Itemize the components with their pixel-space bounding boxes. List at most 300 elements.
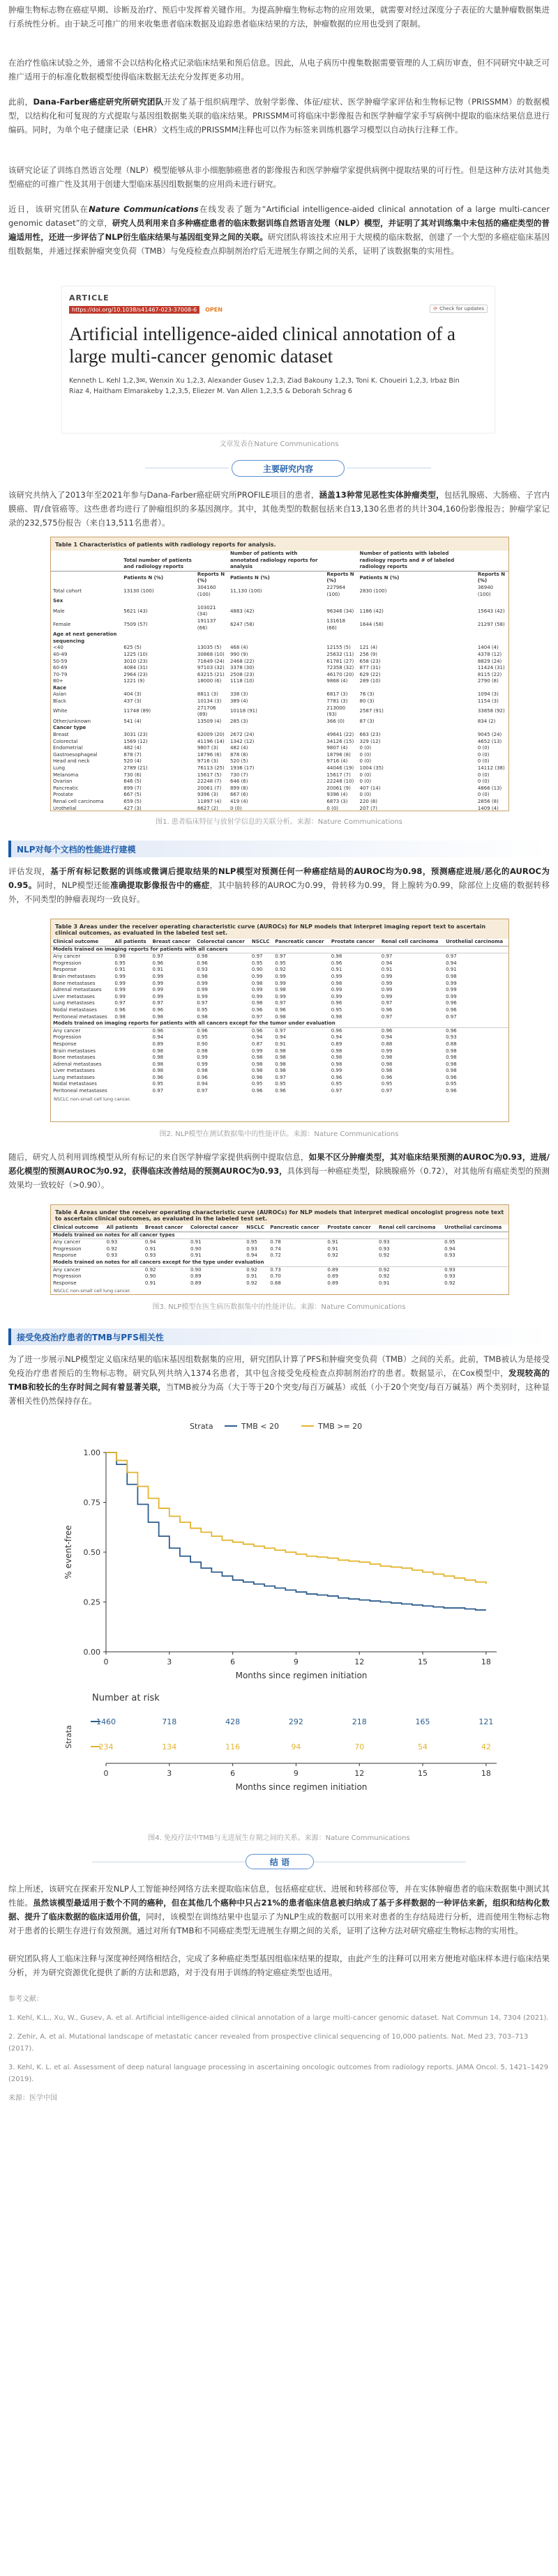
- table-row: [51, 1068, 508, 1075]
- table-cell: Progression: [53, 1034, 82, 1041]
- table-cell: 419 (4): [229, 798, 248, 804]
- table-cell: Response: [53, 967, 77, 973]
- table-cell: 8115 (22): [477, 671, 502, 677]
- table-cell: 14112 (38): [477, 765, 505, 771]
- table-cell: 0.96: [446, 1027, 457, 1034]
- table-row: [51, 772, 508, 779]
- table-cell: 730 (6): [123, 772, 142, 778]
- table-cell: 11,130 (100): [229, 588, 262, 594]
- after-t3-b: 如果不区分肿瘤类型，其对临床结果预测的AUROC为0.93，进展/恶化模型的预测AUROC为0.92，获得临床改善结局的预测AUROC为0.93，: [8, 1152, 550, 1176]
- table-cell: 0.99: [446, 980, 457, 986]
- table-cell: 0.97: [381, 1088, 393, 1094]
- table-cell: 437 (3): [123, 698, 142, 705]
- table-cell: 0.98: [446, 973, 457, 979]
- table-cell: 0.92: [275, 967, 286, 973]
- table-cell: [195, 725, 228, 732]
- table-cell: Liver metastases: [53, 1068, 95, 1074]
- table-cell: 834 (2): [477, 718, 496, 724]
- table-cell: 1221 (9): [123, 678, 145, 684]
- table-row: [51, 1239, 508, 1246]
- table-cell: 0.92: [327, 1252, 338, 1259]
- intro-paragraph-1: 肿瘤生物标志物在癌症早期、诊断及治疗、预后中发挥着关键作用。为提高肿瘤生物标志物的应用效果，就需要对经过深度分子表征的大量肿瘤数据集进行系统性分析。由于缺乏可推广的用来收集患者临床数据及追踪患者临床结果的方法，肿瘤数据的应用也受到了限制。: [8, 5, 550, 29]
- table-cell: 0.97: [275, 1027, 286, 1034]
- table-cell: 1225 (10): [123, 651, 148, 657]
- table-cell: [324, 631, 357, 645]
- km-survival-chart: [8, 1415, 550, 1826]
- table-cell: 0.95: [251, 1081, 263, 1087]
- table-cell: 0.99: [114, 980, 126, 986]
- table-cell: 0.97: [152, 953, 164, 960]
- table-cell: [228, 631, 324, 645]
- table-cell: 0.94: [444, 1245, 455, 1252]
- risk-value: 234: [98, 1742, 114, 1751]
- table-cell: Nodal metastases: [53, 1006, 97, 1013]
- table-cell: 0.94: [381, 960, 393, 966]
- table-cell: 667 (5): [123, 792, 142, 798]
- table-cell: 15617 (7): [326, 772, 351, 778]
- table-row: [51, 691, 508, 698]
- table-header-cell: [476, 551, 508, 571]
- table-cell: 0.95: [197, 1034, 208, 1041]
- table-cell: 0.99: [251, 993, 263, 999]
- table-row: [51, 785, 508, 792]
- table-cell: 0.96: [251, 1088, 263, 1094]
- nlp-c: 同时，NLP模型还能: [36, 880, 111, 890]
- table-cell: [112, 1068, 150, 1075]
- table-cell: 10118 (91): [229, 708, 257, 714]
- table-cell: Ovarian: [53, 779, 73, 785]
- table-cell: 1936 (17): [229, 765, 255, 771]
- table4: [51, 1225, 508, 1287]
- table-cell: 46170 (20): [326, 671, 354, 677]
- table-cell: 0.98: [152, 1055, 164, 1061]
- table-cell: [112, 1048, 150, 1055]
- table-cell: [195, 631, 228, 645]
- table-cell: 0.96: [152, 1074, 164, 1080]
- table-cell: 468 (4): [229, 645, 248, 651]
- table-cell: 0.96: [197, 960, 208, 966]
- table-cell: 625 (5): [123, 645, 142, 651]
- table-cell: [228, 598, 324, 605]
- intro-p5-a: 近日，该研究团队在: [8, 204, 89, 214]
- reference-1: 1. Kehl, K.L., Xu, W., Gusev, A. et al. Artificial intelligence-aided clinical annotation of a large multi-cancer genomic dataset. Nat Commun 14, 7304 (2021).: [8, 2014, 549, 2022]
- tmb-c: 当TMB被分为高（大于等于20个突变/每百万碱基）或低（小于20个突变/每百万碱基）两个类别时，这种显著相关性仍然保持存在。: [8, 1382, 550, 1406]
- table-cell: [112, 1055, 150, 1061]
- table-cell: 12155 (5): [326, 645, 351, 651]
- nlp-e: ，其中脑转移的AUROC为0.99，骨转移为0.99，肾上腺转为0.99，除部位上皮癌的数据转移外，不同类型的肿瘤表现均一致良好。: [8, 880, 550, 904]
- table-cell: Black: [53, 698, 66, 705]
- table-cell: 0.89: [190, 1273, 202, 1280]
- table-cell: 0.95: [275, 1081, 286, 1087]
- table-cell: [121, 598, 195, 605]
- table-cell: 899 (7): [123, 785, 142, 791]
- table-cell: 0.97: [381, 953, 393, 960]
- article-title: Artificial intelligence-aided clinical annotation of a large multi-cancer genomic dataset: [69, 323, 456, 367]
- table-cell: 304160 (100): [197, 584, 216, 597]
- y-tick-label: 0.25: [83, 1597, 100, 1607]
- table-cell: 520 (5): [229, 758, 248, 765]
- table-cell: 103021 (34): [197, 604, 216, 618]
- table-cell: [112, 1027, 150, 1034]
- table-cell: Lung metastases: [53, 1000, 95, 1006]
- table-cell: 0.98: [197, 1048, 208, 1054]
- table-header-row: [51, 939, 508, 946]
- legend-label: TMB < 20: [241, 1422, 279, 1431]
- table-cell: 131618 (66): [326, 618, 346, 631]
- table-cell: 0.99: [331, 1068, 342, 1074]
- table-cell: 407 (14): [359, 785, 381, 791]
- table-header-cell: Breast cancer: [151, 939, 195, 946]
- table1-figure: [50, 537, 509, 811]
- table-cell: 0.98: [152, 1048, 164, 1054]
- table-row: [51, 799, 508, 806]
- tmb-a: 为了进一步展示NLP模型定义临床结果的临床基因组数据集的应用，研究团队计算了PFS和肿瘤突变负荷（TMB）之间的关系。此前，TMB被认为是接受免疫治疗患者预后的生物标志物。研究队列共纳入1374名患者，其中包含接受免疫检查点抑制剂治疗的患者。数据显示，在Cox模型中，: [8, 1354, 550, 1378]
- risk-value: 54: [418, 1742, 428, 1751]
- risk-value: 218: [352, 1717, 367, 1726]
- table-row: [51, 765, 508, 772]
- section-nlp-title: NLP对每个文档的性能进行建模: [8, 841, 550, 857]
- table-cell: 482 (4): [229, 745, 248, 751]
- table-cell: [121, 685, 195, 692]
- table-cell: 0.89: [327, 1280, 338, 1286]
- table-row: [51, 960, 508, 967]
- table3-caption: 图2. NLP模型在测试数据集中的性能评估。来源：Nature Communications: [159, 1130, 399, 1138]
- table4-title: Table 4 Areas under the receiver operating characteristic curve (AUROCs) for NLP models that interpret medical oncologist progress note text to ascertain clinical outcomes, as evaluated in the labeled test set.: [51, 1205, 508, 1225]
- table-cell: Response: [53, 1041, 77, 1047]
- km-curve-low-tmb: [106, 1452, 486, 1610]
- table-cell: 0.99: [275, 980, 286, 986]
- nlp-paragraph: [8, 864, 550, 906]
- table-cell: 0.90: [190, 1266, 202, 1273]
- table-cell: 0.92: [144, 1266, 156, 1273]
- table-cell: 629 (22): [359, 671, 381, 677]
- reference-2: 2. Zehir, A. et al. Mutational landscape of metastatic cancer revealed from prospective clinical sequencing of 10,000 patients. Nat. Med 23, 703–713 (2017).: [8, 2033, 529, 2053]
- table-cell: 0.97: [275, 953, 286, 960]
- table-cell: 2789 (21): [123, 765, 148, 771]
- table-cell: 0.96: [275, 1006, 286, 1013]
- table-header-cell: Renal cell carcinoma: [379, 939, 444, 946]
- table-cell: 0.96: [197, 1074, 208, 1080]
- x-tick-label: 15: [418, 1657, 428, 1666]
- table-row: [51, 659, 508, 666]
- risk-x-tick-label: 6: [230, 1769, 236, 1778]
- table-cell: 0.73: [270, 1266, 281, 1273]
- table-cell: 7781 (3): [326, 698, 348, 705]
- table-cell: 0.88: [446, 1041, 457, 1047]
- table-cell: 9807 (4): [326, 745, 348, 751]
- table-cell: Adrenal metastases: [53, 1061, 102, 1067]
- table-cell: 1118 (10): [229, 678, 255, 684]
- table-row: [51, 745, 508, 752]
- table-cell: 0.92: [106, 1245, 118, 1252]
- table-cell: 0.91: [190, 1252, 202, 1259]
- table-cell: 0 (0): [477, 792, 490, 798]
- table-cell: 256 (9): [359, 651, 377, 657]
- table-cell: 0.91: [327, 1245, 338, 1252]
- table-cell: 0.94: [144, 1239, 156, 1245]
- table-cell: 0 (0): [477, 779, 490, 785]
- table-cell: 0.99: [381, 987, 393, 993]
- y-tick-label: 1.00: [83, 1448, 100, 1457]
- table-cell: 213000 (93): [326, 705, 346, 718]
- table-cell: 0.98: [197, 953, 208, 960]
- doi-link[interactable]: https://doi.org/10.1038/s41467-023-37008-6: [69, 306, 199, 314]
- table-header-cell: Breast cancer: [143, 1225, 188, 1232]
- references-title: 参考文献：: [8, 1995, 43, 2003]
- table-cell: 0.95: [246, 1239, 257, 1245]
- table-row: [51, 685, 508, 692]
- table-cell: Liver metastases: [53, 993, 95, 999]
- risk-value: 165: [415, 1717, 430, 1726]
- table-subheader-cell: Patients N (%): [229, 574, 270, 581]
- table4-footnote: NSCLC non-small cell lung cancer.: [54, 1288, 131, 1294]
- article-header-card: [61, 286, 495, 434]
- table-cell: 40-49: [53, 651, 68, 657]
- table-cell: Response: [53, 1252, 77, 1259]
- table-row: [51, 974, 508, 981]
- table-cell: 0.93: [378, 1239, 390, 1245]
- legend-title: Strata: [190, 1422, 213, 1431]
- risk-x-axis-label: Months since regimen initiation: [235, 1782, 368, 1792]
- table-cell: [105, 1266, 143, 1273]
- table-cell: 1154 (3): [477, 698, 499, 705]
- chart-caption: 图4. 免疫疗法中TMB与无进展生存期之间的关系。来源：Nature Communications: [148, 1834, 410, 1842]
- table-cell: [357, 598, 475, 605]
- table-cell: Lung: [53, 765, 66, 771]
- table-cell: [228, 725, 324, 732]
- table-cell: Any cancer: [53, 1239, 81, 1245]
- table-cell: 0.92: [378, 1266, 390, 1273]
- table-cell: 0.96: [251, 1074, 263, 1080]
- table-cell: 0.95: [444, 1239, 455, 1245]
- table-cell: 404 (3): [123, 691, 142, 698]
- table-cell: 0.98: [331, 953, 342, 960]
- table-cell: Any cancer: [53, 1027, 81, 1034]
- table-cell: Peritoneal metastases: [53, 1013, 107, 1020]
- table-cell: Gastroesophageal: [53, 751, 98, 758]
- table-cell: 0.93: [106, 1252, 118, 1259]
- risk-value: 292: [288, 1717, 303, 1726]
- table-cell: 4883 (42): [229, 608, 255, 614]
- main-p1-a: 该研究共纳入了2013年至2021年参与Dana-Farber癌症研究所PROFILE项目的患者，: [8, 490, 319, 500]
- table-cell: Bone metastases: [53, 1055, 96, 1061]
- table-header-cell: Colorectal cancer: [195, 939, 250, 946]
- tmb-paragraph: [8, 1352, 550, 1408]
- table-cell: 0 (0): [359, 745, 372, 751]
- references: [8, 1993, 550, 2104]
- risk-value: 70: [354, 1742, 365, 1751]
- table-cell: [324, 685, 357, 692]
- table-row: [51, 1034, 508, 1041]
- table1: [51, 551, 508, 811]
- table-cell: 646 (5): [123, 779, 142, 785]
- refresh-icon: ⟳: [433, 306, 438, 312]
- table-row: [51, 1266, 508, 1273]
- table-cell: 0.97: [381, 1000, 393, 1006]
- table-cell: 0.99: [251, 973, 263, 979]
- table-cell: 366 (0): [326, 718, 345, 724]
- table-header-row: [51, 551, 508, 571]
- table-cell: 0.91: [275, 1041, 286, 1047]
- table-cell: 0.96: [381, 1027, 393, 1034]
- table-cell: 0.91: [446, 967, 457, 973]
- table-cell: [324, 598, 357, 605]
- table-cell: 0.96: [152, 1027, 164, 1034]
- table-cell: 70-79: [53, 671, 68, 677]
- table-cell: Head and neck: [53, 758, 90, 765]
- table-cell: 13130 (100): [123, 588, 154, 594]
- table-cell: [112, 1081, 150, 1088]
- table-cell: Renal cell carcinoma: [53, 798, 104, 804]
- table-section-label: Models trained on notes for all cancer types: [51, 1232, 508, 1239]
- table-cell: Bone metastases: [53, 980, 96, 986]
- table-cell: Lung metastases: [53, 1074, 95, 1080]
- table-cell: Other/unknown: [53, 718, 91, 724]
- section-tmb-title: 接受免疫治疗患者的TMB与PFS相关性: [8, 1328, 550, 1345]
- table-cell: 0 (0): [477, 758, 490, 765]
- table-cell: 1342 (12): [229, 738, 255, 744]
- intro-p3-a: 此前，: [8, 97, 33, 107]
- table-cell: 0.96: [251, 1027, 263, 1034]
- risk-x-tick-label: 3: [167, 1769, 172, 1778]
- table-cell: 0.94: [197, 1081, 208, 1087]
- intro-paragraph-5: [8, 202, 550, 258]
- table-cell: 0.95: [331, 1006, 342, 1013]
- table-cell: 667 (6): [229, 792, 248, 798]
- article-authors: Kenneth L. Kehl 1,2,3✉, Wenxin Xu 1,2,3, Alexander Gusev 1,2,3, Ziad Bakouny 1,2,3, Toni K. Choueiri 1,2,3, Irbaz Bin Riaz 4, Haitham Elmarakeby 1,2,3,5, Eliezer M. Van Allen 1,2,3,5 & Deborah Schrag 6: [69, 377, 460, 395]
- table-cell: 0.98: [152, 1068, 164, 1074]
- table-header-cell: All patients: [112, 939, 150, 946]
- table3-title: Table 3 Areas under the receiver operating characteristic curve (AUROCs) for NLP models that interpret imaging report text to ascertain clinical outcomes, as evaluated in the labeled test set.: [51, 919, 508, 939]
- table-row: [51, 981, 508, 988]
- table-cell: 0.99: [446, 993, 457, 999]
- table-row: [51, 605, 508, 618]
- table-header-cell: [195, 551, 228, 571]
- table-cell: 0 (0): [477, 751, 490, 758]
- table-cell: White: [53, 708, 68, 714]
- table-cell: 80 (3): [359, 698, 375, 705]
- table-cell: 0.99: [251, 987, 263, 993]
- table-cell: 0.88: [381, 1041, 393, 1047]
- table-cell: 0.99: [381, 973, 393, 979]
- table-header-cell: Total number of patients and radiology reports: [121, 551, 195, 571]
- table-cell: 0.94: [251, 1034, 263, 1041]
- table-cell: 44046 (19): [326, 765, 354, 771]
- table-cell: 0.94: [246, 1252, 257, 1259]
- table-cell: 1409 (4): [477, 805, 499, 811]
- table-cell: 6873 (3): [326, 798, 348, 804]
- table-cell: 0.99: [381, 993, 393, 999]
- table-cell: Brain metastases: [53, 973, 96, 979]
- table-cell: 0.92: [246, 1280, 257, 1286]
- table-header-row: [51, 1225, 508, 1232]
- table-cell: 2508 (23): [229, 671, 255, 677]
- table4-caption: 图3. NLP模型在医生病历数据集中的性能评估。来源：Nature Communications: [152, 1303, 406, 1311]
- table-cell: 1004 (35): [359, 765, 384, 771]
- table-cell: 0.96: [152, 960, 164, 966]
- legend-label: TMB >= 20: [318, 1422, 363, 1431]
- table-cell: [476, 685, 508, 692]
- table-cell: 1644 (58): [359, 621, 384, 627]
- table-row: [51, 758, 508, 765]
- km-curve-high-tmb: [106, 1452, 486, 1584]
- risk-x-tick-label: 12: [354, 1769, 365, 1778]
- table-cell: 0.72: [270, 1252, 281, 1259]
- table-header-cell: Pancreatic cancer: [268, 1225, 325, 1232]
- table-cell: 0.99: [275, 993, 286, 999]
- risk-value: 121: [478, 1717, 494, 1726]
- table-row: [51, 739, 508, 746]
- table-cell: Colorectal: [53, 738, 78, 744]
- after-t3-a: 随后，研究人员利用训练模型从所有标记的来自医学肿瘤学家提供病例中提取信息，: [8, 1152, 309, 1162]
- article-badge: ARTICLE: [69, 293, 110, 302]
- table-cell: 877 (31): [359, 665, 381, 671]
- table-header-cell: Prostate cancer: [325, 1225, 377, 1232]
- table-cell: 0.93: [444, 1252, 455, 1259]
- table-cell: 0.99: [197, 1061, 208, 1067]
- table-cell: 0.98: [197, 1068, 208, 1074]
- table-row: [51, 779, 508, 785]
- table-cell: 0.97: [275, 1074, 286, 1080]
- table-cell: 15617 (5): [197, 772, 222, 778]
- check-updates-button[interactable]: [430, 305, 488, 313]
- conclusion-paragraph-2: 研究团队将人工临床注释与深度神经网络相结合，完成了多种癌症类型基因组临床结果的提取，由此产生的注释可以用来方便地对临床样本进行临床结果分析，并为研究资源优化提供了新的方法和思路，对于没有用于训练的特定癌症类型也适用。: [8, 1954, 550, 1977]
- table-cell: 22248 (10): [326, 779, 354, 785]
- table-cell: 482 (4): [123, 745, 142, 751]
- table-cell: 0.95: [446, 1081, 457, 1087]
- risk-table-title: Number at risk: [92, 1693, 160, 1703]
- table-cell: 0 (0): [477, 772, 490, 778]
- table-row: [51, 585, 508, 598]
- table-cell: Breast: [53, 732, 69, 738]
- table-cell: 0.99: [251, 1048, 263, 1054]
- source-line: 来源：医学中国: [8, 2094, 57, 2102]
- table-cell: 0.99: [197, 993, 208, 999]
- conclusion-label: 结 语: [246, 1854, 314, 1869]
- table-cell: 0.93: [444, 1273, 455, 1280]
- table-cell: 0.98: [381, 1061, 393, 1067]
- table-cell: [112, 1075, 150, 1082]
- table-cell: 0.98: [251, 1068, 263, 1074]
- table-cell: Any cancer: [53, 953, 81, 960]
- x-tick-label: 3: [167, 1657, 172, 1666]
- table-cell: [357, 685, 475, 692]
- table-cell: 15643 (42): [477, 608, 505, 614]
- tmb-b: 发现较高的TMB和较长的生存时间之间有着显著关联，: [8, 1368, 550, 1392]
- table-row: [51, 1007, 508, 1014]
- table-cell: 0.93: [378, 1245, 390, 1252]
- table-cell: 0.96: [197, 1027, 208, 1034]
- table-cell: 0.95: [331, 1081, 342, 1087]
- table-cell: [112, 1088, 150, 1095]
- table-cell: 990 (9): [229, 651, 248, 657]
- table-cell: 4378 (12): [477, 651, 502, 657]
- table-subheader-cell: Reports N (%): [326, 571, 354, 584]
- table-cell: 0.95: [275, 960, 286, 966]
- table-cell: [476, 725, 508, 732]
- table-cell: [357, 631, 475, 645]
- table-cell: 0.99: [331, 993, 342, 999]
- table-header-cell: Prostate cancer: [329, 939, 379, 946]
- table-cell: 8829 (24): [477, 658, 502, 664]
- table-cell: 0.99: [114, 987, 126, 993]
- table-cell: 878 (8): [229, 751, 248, 758]
- risk-value: 1460: [96, 1717, 116, 1726]
- table-cell: 191137 (66): [197, 618, 216, 631]
- table-cell: Age at next generation sequencing: [53, 631, 117, 644]
- table-cell: 0.91: [152, 967, 164, 973]
- table-cell: 0.97: [197, 1000, 208, 1006]
